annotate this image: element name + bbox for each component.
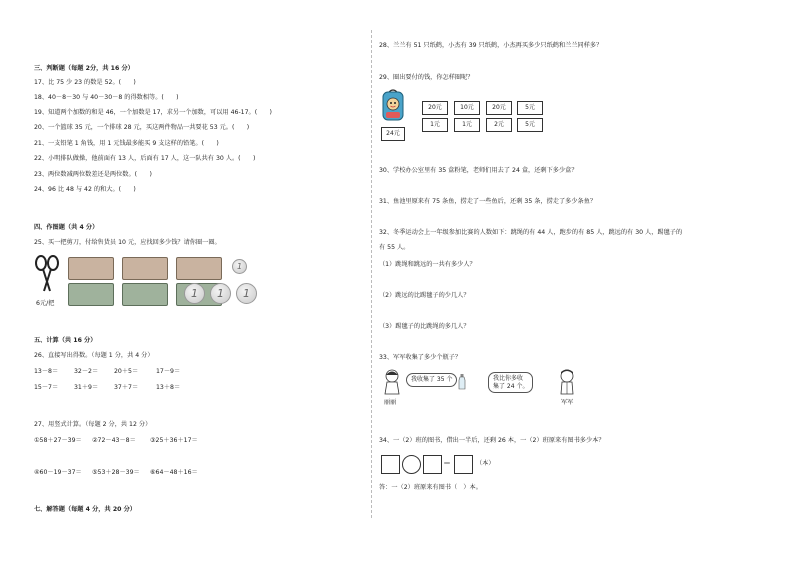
money-option[interactable]: 20元	[422, 101, 448, 115]
section-7-title: 七、解答题（每题 4 分，共 20 分）	[34, 506, 136, 513]
boy-figure	[556, 368, 578, 396]
name-junjun: 军军	[561, 399, 574, 406]
section-5-title: 五、计算（共 16 分）	[34, 337, 97, 344]
question-32-part-2: （2）跳远的比踢毽子的少几人？	[379, 292, 470, 299]
coin-icon[interactable]: 1	[184, 283, 205, 304]
calc-item: 13＋8＝	[156, 384, 181, 391]
vertical-calc-item: ⑤53＋28－39＝	[92, 469, 140, 476]
question-27: 27、用竖式计算。（每题 2 分，共 12 分）	[34, 421, 152, 428]
question-23: 23、两位数减两位数差还是两位数。( )	[34, 171, 152, 178]
money-option[interactable]: 5元	[517, 101, 543, 115]
question-25: 25、买一把剪刀，付给售货员 10 元，应找回多少钱？请你圈一圈。	[34, 239, 221, 246]
calc-item: 32－2＝	[74, 368, 99, 375]
question-33: 33、军军收集了多少个瓶子？	[379, 354, 462, 361]
calc-item: 17－9＝	[156, 368, 181, 375]
money-option[interactable]: 5元	[517, 118, 543, 132]
answer-box[interactable]	[454, 455, 473, 474]
girl-figure	[381, 368, 403, 396]
scissors-icon	[34, 255, 60, 293]
question-32: 32、冬季运动会上一年级参加比赛的人数如下：跳绳的有 44 人，跑步的有 85 人，跳远的有 30 人，踢毽子的	[379, 229, 683, 236]
unit-label: （本）	[476, 460, 495, 467]
calc-item: 15－7＝	[34, 384, 59, 391]
question-24: 24、96 比 48 与 42 的和大。( )	[34, 186, 136, 193]
answer-box[interactable]	[423, 455, 442, 474]
column-divider	[371, 30, 372, 518]
coin-icon[interactable]: 1	[236, 283, 257, 304]
speech-bubble-junjun	[488, 372, 533, 393]
calc-item: 20＋5＝	[114, 368, 139, 375]
vertical-calc-item: ⑥64－48＋16＝	[150, 469, 198, 476]
question-26: 26、直接写出得数。（每题 1 分，共 4 分）	[34, 352, 154, 359]
calc-item: 37＋7＝	[114, 384, 139, 391]
answer-box[interactable]	[381, 455, 400, 474]
question-32-part-1: （1）跳绳和跳远的一共有多少人？	[379, 261, 476, 268]
coin-icon[interactable]: 1	[232, 259, 247, 274]
calc-item: 31＋9＝	[74, 384, 99, 391]
bubble-line: 集了 24 个。	[493, 382, 529, 390]
bubble-line: 我比你多收	[493, 375, 524, 382]
question-19: 19、知道两个加数的和是 46，一个加数是 17，求另一个加数，可以用 46-17。( )	[34, 109, 272, 116]
section-3-title: 三、判断题（每题 2分，共 16 分）	[34, 65, 134, 72]
answer-sentence: 答：一（2）班原来有图书（ ）本。	[379, 484, 482, 491]
question-32-cont: 有 55 人。	[379, 244, 410, 251]
vertical-calc-item: ③25＋36＋17＝	[150, 437, 198, 444]
question-32-part-3: （3）踢毽子的比跳绳的多几人？	[379, 323, 470, 330]
coin-icon[interactable]: 1	[210, 283, 231, 304]
name-lili: 丽丽	[384, 399, 397, 406]
money-option[interactable]: 10元	[454, 101, 480, 115]
banknote-icon[interactable]	[68, 283, 114, 306]
section-4-title: 四、作图题（共 4 分）	[34, 224, 99, 231]
operator-circle[interactable]	[402, 455, 421, 474]
question-29: 29、圈出要付的钱，你怎样圈呢？	[379, 74, 474, 81]
question-20: 20、一个篮球 35 元，一个排球 28 元，买这两件物品一共要花 53 元。( )	[34, 124, 250, 131]
question-18: 18、40－8－30 与 40－30－8 的得数相等。( )	[34, 94, 179, 101]
question-28: 28、兰兰有 51 只纸鹤，小杰有 39 只纸鹤，小杰再买多少只纸鹤和兰兰同样多？	[379, 42, 603, 49]
bag-price-tag: 24元	[381, 127, 405, 141]
question-22: 22、小明排队做操，他前面有 13 人，后面有 17 人，这一队共有 30 人。( )	[34, 155, 256, 162]
question-30: 30、学校办公室里有 35 盒粉笔，老师们用去了 24 盒，还剩下多少盒？	[379, 167, 578, 174]
banknote-icon[interactable]	[68, 257, 114, 280]
banknote-icon[interactable]	[122, 257, 168, 280]
vertical-calc-item: ①58＋27－39＝	[34, 437, 82, 444]
vertical-calc-item: ②72－43－8＝	[92, 437, 136, 444]
money-option[interactable]: 1元	[422, 118, 448, 132]
question-34: 34、一（2）班的图书，借出一半后，还剩 26 本，一（2）班原来有图书多少本？	[379, 437, 605, 444]
equals-sign: ＝	[443, 459, 451, 468]
question-31: 31、鱼池里原来有 75 条鱼，捞走了一些鱼后，还剩 35 条，捞走了多少条鱼？	[379, 198, 597, 205]
banknote-icon[interactable]	[176, 257, 222, 280]
scissors-price: 6元/把	[36, 300, 55, 307]
bottle-icon	[458, 374, 466, 390]
speech-bubble-lili: 我收集了 35 个	[406, 373, 457, 387]
schoolbag-icon	[381, 88, 405, 124]
vertical-calc-item: ④60－19－37＝	[34, 469, 82, 476]
banknote-icon[interactable]	[122, 283, 168, 306]
money-option[interactable]: 20元	[486, 101, 512, 115]
money-option[interactable]: 2元	[486, 118, 512, 132]
money-option[interactable]: 1元	[454, 118, 480, 132]
question-17: 17、比 75 少 23 的数是 52。( )	[34, 79, 136, 86]
question-21: 21、一支铅笔 1 角钱，用 1 元钱最多能买 9 支这样的铅笔。( )	[34, 140, 219, 147]
calc-item: 13－8＝	[34, 368, 59, 375]
